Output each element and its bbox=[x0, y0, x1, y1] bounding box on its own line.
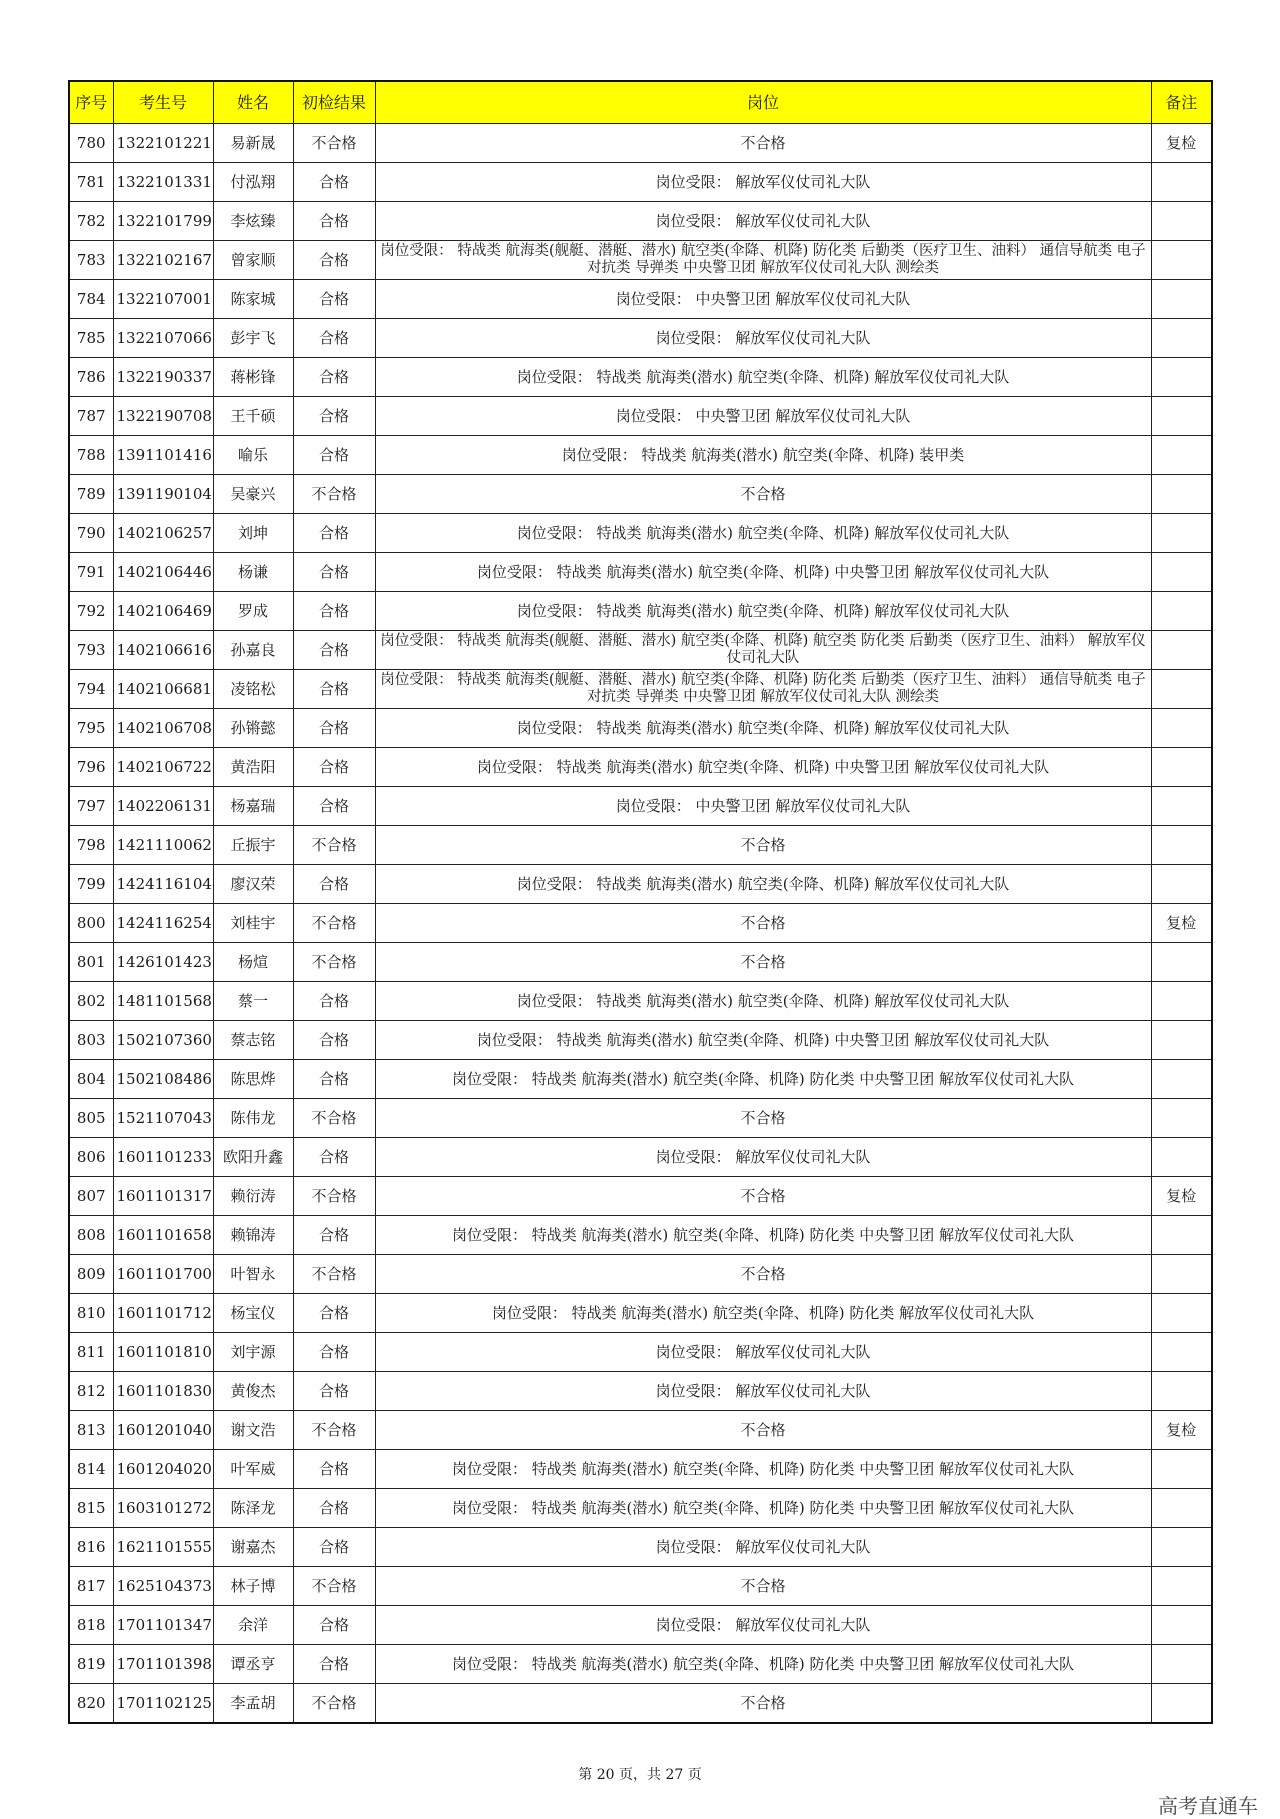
cell-exam-number: 1402106722 bbox=[113, 748, 213, 787]
cell-exam-number: 1402106257 bbox=[113, 514, 213, 553]
cell-initial-result: 合格 bbox=[293, 1372, 375, 1411]
cell-index: 816 bbox=[69, 1528, 113, 1567]
cell-position: 岗位受限： 特战类 航海类(潜水) 航空类(伞降、机降) 中央警卫团 解放军仪仗司礼大队 bbox=[375, 553, 1151, 592]
cell-name: 杨煊 bbox=[213, 943, 293, 982]
cell-index: 789 bbox=[69, 475, 113, 514]
cell-exam-number: 1481101568 bbox=[113, 982, 213, 1021]
cell-remark bbox=[1151, 280, 1212, 319]
cell-exam-number: 1322190708 bbox=[113, 397, 213, 436]
cell-exam-number: 1601101830 bbox=[113, 1372, 213, 1411]
cell-exam-number: 1701101398 bbox=[113, 1645, 213, 1684]
cell-remark bbox=[1151, 631, 1212, 670]
cell-exam-number: 1402106446 bbox=[113, 553, 213, 592]
cell-remark bbox=[1151, 670, 1212, 709]
cell-exam-number: 1625104373 bbox=[113, 1567, 213, 1606]
cell-remark bbox=[1151, 358, 1212, 397]
cell-exam-number: 1421110062 bbox=[113, 826, 213, 865]
table-body bbox=[69, 124, 1212, 1724]
cell-exam-number: 1322101221 bbox=[113, 124, 213, 163]
cell-index: 807 bbox=[69, 1177, 113, 1216]
cell-name: 吴豪兴 bbox=[213, 475, 293, 514]
header-index: 序号 bbox=[69, 81, 113, 124]
cell-index: 784 bbox=[69, 280, 113, 319]
cell-remark bbox=[1151, 1255, 1212, 1294]
cell-initial-result: 不合格 bbox=[293, 124, 375, 163]
cell-remark bbox=[1151, 1528, 1212, 1567]
cell-position: 岗位受限： 解放军仪仗司礼大队 bbox=[375, 319, 1151, 358]
cell-position: 岗位受限： 特战类 航海类(潜水) 航空类(伞降、机降) 防化类 解放军仪仗司礼大队 bbox=[375, 1294, 1151, 1333]
table-row bbox=[69, 163, 1212, 202]
cell-exam-number: 1424116104 bbox=[113, 865, 213, 904]
table-row bbox=[69, 202, 1212, 241]
cell-index: 783 bbox=[69, 241, 113, 280]
table-row bbox=[69, 1450, 1212, 1489]
cell-position: 岗位受限： 特战类 航海类(潜水) 航空类(伞降、机降) 中央警卫团 解放军仪仗司礼大队 bbox=[375, 1021, 1151, 1060]
cell-name: 李孟胡 bbox=[213, 1684, 293, 1724]
cell-initial-result: 合格 bbox=[293, 1450, 375, 1489]
table-row bbox=[69, 1567, 1212, 1606]
table-row bbox=[69, 1099, 1212, 1138]
cell-index: 802 bbox=[69, 982, 113, 1021]
cell-position: 岗位受限： 特战类 航海类(潜水) 航空类(伞降、机降) 解放军仪仗司礼大队 bbox=[375, 358, 1151, 397]
cell-name: 蔡志铭 bbox=[213, 1021, 293, 1060]
cell-index: 800 bbox=[69, 904, 113, 943]
cell-index: 793 bbox=[69, 631, 113, 670]
cell-index: 819 bbox=[69, 1645, 113, 1684]
cell-remark: 复检 bbox=[1151, 1177, 1212, 1216]
table-row bbox=[69, 1684, 1212, 1724]
cell-position: 岗位受限： 特战类 航海类(潜水) 航空类(伞降、机降) 装甲类 bbox=[375, 436, 1151, 475]
cell-exam-number: 1601101233 bbox=[113, 1138, 213, 1177]
cell-exam-number: 1322101331 bbox=[113, 163, 213, 202]
cell-position: 不合格 bbox=[375, 826, 1151, 865]
cell-index: 797 bbox=[69, 787, 113, 826]
table-row bbox=[69, 1333, 1212, 1372]
cell-remark: 复检 bbox=[1151, 1411, 1212, 1450]
table-row bbox=[69, 1294, 1212, 1333]
cell-initial-result: 合格 bbox=[293, 748, 375, 787]
cell-index: 809 bbox=[69, 1255, 113, 1294]
cell-remark: 复检 bbox=[1151, 904, 1212, 943]
cell-position: 不合格 bbox=[375, 1177, 1151, 1216]
cell-remark bbox=[1151, 163, 1212, 202]
table-row bbox=[69, 943, 1212, 982]
cell-remark bbox=[1151, 592, 1212, 631]
cell-index: 794 bbox=[69, 670, 113, 709]
cell-name: 易新晟 bbox=[213, 124, 293, 163]
cell-position: 岗位受限： 特战类 航海类(潜水) 航空类(伞降、机降) 防化类 中央警卫团 解放军仪仗司礼大队 bbox=[375, 1450, 1151, 1489]
table-row bbox=[69, 280, 1212, 319]
cell-exam-number: 1402106681 bbox=[113, 670, 213, 709]
cell-remark bbox=[1151, 1450, 1212, 1489]
table-row bbox=[69, 1177, 1212, 1216]
cell-initial-result: 不合格 bbox=[293, 1684, 375, 1724]
cell-initial-result: 合格 bbox=[293, 163, 375, 202]
cell-initial-result: 合格 bbox=[293, 514, 375, 553]
cell-initial-result: 合格 bbox=[293, 670, 375, 709]
cell-name: 刘坤 bbox=[213, 514, 293, 553]
cell-name: 罗成 bbox=[213, 592, 293, 631]
cell-remark bbox=[1151, 787, 1212, 826]
cell-exam-number: 1601101658 bbox=[113, 1216, 213, 1255]
cell-initial-result: 不合格 bbox=[293, 475, 375, 514]
table-row bbox=[69, 826, 1212, 865]
cell-position: 不合格 bbox=[375, 124, 1151, 163]
table-row bbox=[69, 1528, 1212, 1567]
cell-remark bbox=[1151, 709, 1212, 748]
table-row bbox=[69, 241, 1212, 280]
cell-name: 黄浩阳 bbox=[213, 748, 293, 787]
cell-initial-result: 合格 bbox=[293, 1333, 375, 1372]
cell-exam-number: 1391101416 bbox=[113, 436, 213, 475]
cell-name: 凌铭松 bbox=[213, 670, 293, 709]
cell-initial-result: 合格 bbox=[293, 241, 375, 280]
cell-name: 谢文浩 bbox=[213, 1411, 293, 1450]
cell-remark bbox=[1151, 865, 1212, 904]
cell-remark bbox=[1151, 1684, 1212, 1724]
cell-initial-result: 不合格 bbox=[293, 904, 375, 943]
cell-initial-result: 合格 bbox=[293, 1216, 375, 1255]
cell-index: 796 bbox=[69, 748, 113, 787]
cell-remark bbox=[1151, 1138, 1212, 1177]
cell-remark bbox=[1151, 982, 1212, 1021]
cell-name: 陈家城 bbox=[213, 280, 293, 319]
cell-position: 不合格 bbox=[375, 1567, 1151, 1606]
cell-position: 不合格 bbox=[375, 904, 1151, 943]
header-name: 姓名 bbox=[213, 81, 293, 124]
cell-index: 805 bbox=[69, 1099, 113, 1138]
cell-position: 岗位受限： 解放军仪仗司礼大队 bbox=[375, 1528, 1151, 1567]
cell-exam-number: 1521107043 bbox=[113, 1099, 213, 1138]
table-row bbox=[69, 475, 1212, 514]
cell-remark bbox=[1151, 475, 1212, 514]
cell-name: 廖汉荣 bbox=[213, 865, 293, 904]
cell-initial-result: 合格 bbox=[293, 982, 375, 1021]
cell-name: 余洋 bbox=[213, 1606, 293, 1645]
cell-initial-result: 合格 bbox=[293, 436, 375, 475]
cell-position: 不合格 bbox=[375, 475, 1151, 514]
table-row bbox=[69, 631, 1212, 670]
cell-remark bbox=[1151, 436, 1212, 475]
table-row bbox=[69, 1606, 1212, 1645]
page-number: 第 20 页，共 27 页 bbox=[578, 1767, 702, 1783]
cell-remark bbox=[1151, 748, 1212, 787]
cell-position: 岗位受限： 中央警卫团 解放军仪仗司礼大队 bbox=[375, 787, 1151, 826]
cell-exam-number: 1322107001 bbox=[113, 280, 213, 319]
cell-position: 岗位受限： 特战类 航海类(潜水) 航空类(伞降、机降) 解放军仪仗司礼大队 bbox=[375, 514, 1151, 553]
cell-name: 喻乐 bbox=[213, 436, 293, 475]
cell-index: 785 bbox=[69, 319, 113, 358]
table-row bbox=[69, 397, 1212, 436]
cell-position: 不合格 bbox=[375, 943, 1151, 982]
cell-name: 彭宇飞 bbox=[213, 319, 293, 358]
cell-position: 岗位受限： 特战类 航海类(舰艇、潜艇、潜水) 航空类(伞降、机降) 航空类 防化类 后勤类（医疗卫生、油料） 解放军仪仗司礼大队 bbox=[375, 631, 1151, 670]
cell-name: 杨嘉瑞 bbox=[213, 787, 293, 826]
cell-index: 806 bbox=[69, 1138, 113, 1177]
cell-initial-result: 合格 bbox=[293, 1645, 375, 1684]
cell-initial-result: 合格 bbox=[293, 1138, 375, 1177]
cell-initial-result: 不合格 bbox=[293, 826, 375, 865]
cell-exam-number: 1601101700 bbox=[113, 1255, 213, 1294]
cell-name: 欧阳升鑫 bbox=[213, 1138, 293, 1177]
cell-index: 804 bbox=[69, 1060, 113, 1099]
cell-index: 813 bbox=[69, 1411, 113, 1450]
cell-remark bbox=[1151, 397, 1212, 436]
cell-remark bbox=[1151, 1216, 1212, 1255]
table-row bbox=[69, 1060, 1212, 1099]
cell-initial-result: 合格 bbox=[293, 1606, 375, 1645]
cell-name: 杨谦 bbox=[213, 553, 293, 592]
cell-initial-result: 合格 bbox=[293, 319, 375, 358]
cell-exam-number: 1502108486 bbox=[113, 1060, 213, 1099]
cell-remark bbox=[1151, 1021, 1212, 1060]
cell-index: 820 bbox=[69, 1684, 113, 1724]
cell-index: 780 bbox=[69, 124, 113, 163]
cell-index: 803 bbox=[69, 1021, 113, 1060]
table-row bbox=[69, 1411, 1212, 1450]
cell-name: 赖锦涛 bbox=[213, 1216, 293, 1255]
cell-index: 790 bbox=[69, 514, 113, 553]
cell-index: 792 bbox=[69, 592, 113, 631]
cell-position: 岗位受限： 中央警卫团 解放军仪仗司礼大队 bbox=[375, 280, 1151, 319]
cell-exam-number: 1701102125 bbox=[113, 1684, 213, 1724]
cell-index: 815 bbox=[69, 1489, 113, 1528]
cell-initial-result: 不合格 bbox=[293, 943, 375, 982]
cell-initial-result: 合格 bbox=[293, 1294, 375, 1333]
cell-remark bbox=[1151, 514, 1212, 553]
table-row bbox=[69, 982, 1212, 1021]
cell-position: 岗位受限： 特战类 航海类(潜水) 航空类(伞降、机降) 解放军仪仗司礼大队 bbox=[375, 982, 1151, 1021]
cell-initial-result: 不合格 bbox=[293, 1567, 375, 1606]
cell-index: 791 bbox=[69, 553, 113, 592]
watermark-text: 高考直通车 bbox=[1158, 1794, 1258, 1818]
cell-exam-number: 1391190104 bbox=[113, 475, 213, 514]
cell-exam-number: 1601101810 bbox=[113, 1333, 213, 1372]
cell-index: 788 bbox=[69, 436, 113, 475]
cell-name: 谢嘉杰 bbox=[213, 1528, 293, 1567]
results-table bbox=[68, 80, 1213, 1724]
cell-exam-number: 1322102167 bbox=[113, 241, 213, 280]
table-row bbox=[69, 319, 1212, 358]
cell-remark bbox=[1151, 319, 1212, 358]
cell-exam-number: 1603101272 bbox=[113, 1489, 213, 1528]
table-row bbox=[69, 748, 1212, 787]
cell-position: 不合格 bbox=[375, 1099, 1151, 1138]
cell-index: 781 bbox=[69, 163, 113, 202]
cell-name: 林子博 bbox=[213, 1567, 293, 1606]
cell-position: 岗位受限： 中央警卫团 解放军仪仗司礼大队 bbox=[375, 397, 1151, 436]
table-row bbox=[69, 904, 1212, 943]
cell-index: 795 bbox=[69, 709, 113, 748]
cell-index: 817 bbox=[69, 1567, 113, 1606]
cell-position: 岗位受限： 解放军仪仗司礼大队 bbox=[375, 163, 1151, 202]
cell-initial-result: 合格 bbox=[293, 631, 375, 670]
cell-name: 蒋彬锋 bbox=[213, 358, 293, 397]
cell-remark bbox=[1151, 1489, 1212, 1528]
cell-name: 陈伟龙 bbox=[213, 1099, 293, 1138]
cell-remark: 复检 bbox=[1151, 124, 1212, 163]
cell-name: 陈泽龙 bbox=[213, 1489, 293, 1528]
cell-initial-result: 合格 bbox=[293, 358, 375, 397]
cell-exam-number: 1402206131 bbox=[113, 787, 213, 826]
cell-remark bbox=[1151, 202, 1212, 241]
cell-name: 王千硕 bbox=[213, 397, 293, 436]
cell-name: 赖衍涛 bbox=[213, 1177, 293, 1216]
cell-remark bbox=[1151, 1099, 1212, 1138]
cell-remark bbox=[1151, 1294, 1212, 1333]
cell-exam-number: 1322107066 bbox=[113, 319, 213, 358]
cell-exam-number: 1621101555 bbox=[113, 1528, 213, 1567]
cell-initial-result: 不合格 bbox=[293, 1177, 375, 1216]
cell-remark bbox=[1151, 1645, 1212, 1684]
cell-exam-number: 1322101799 bbox=[113, 202, 213, 241]
header-exam-number: 考生号 bbox=[113, 81, 213, 124]
cell-index: 811 bbox=[69, 1333, 113, 1372]
cell-index: 814 bbox=[69, 1450, 113, 1489]
cell-name: 丘振宇 bbox=[213, 826, 293, 865]
cell-exam-number: 1601201040 bbox=[113, 1411, 213, 1450]
cell-position: 岗位受限： 解放军仪仗司礼大队 bbox=[375, 202, 1151, 241]
cell-position: 不合格 bbox=[375, 1684, 1151, 1724]
cell-remark bbox=[1151, 553, 1212, 592]
header-initial-result: 初检结果 bbox=[293, 81, 375, 124]
cell-initial-result: 合格 bbox=[293, 709, 375, 748]
cell-initial-result: 合格 bbox=[293, 1060, 375, 1099]
table-row bbox=[69, 436, 1212, 475]
cell-initial-result: 不合格 bbox=[293, 1099, 375, 1138]
cell-position: 岗位受限： 特战类 航海类(潜水) 航空类(伞降、机降) 解放军仪仗司礼大队 bbox=[375, 709, 1151, 748]
cell-initial-result: 合格 bbox=[293, 1489, 375, 1528]
cell-position: 岗位受限： 特战类 航海类(潜水) 航空类(伞降、机降) 解放军仪仗司礼大队 bbox=[375, 592, 1151, 631]
cell-index: 782 bbox=[69, 202, 113, 241]
cell-index: 818 bbox=[69, 1606, 113, 1645]
table-row bbox=[69, 1372, 1212, 1411]
cell-remark bbox=[1151, 1606, 1212, 1645]
cell-remark bbox=[1151, 1060, 1212, 1099]
cell-initial-result: 合格 bbox=[293, 1021, 375, 1060]
cell-name: 陈思烨 bbox=[213, 1060, 293, 1099]
table-row bbox=[69, 1645, 1212, 1684]
cell-position: 岗位受限： 解放军仪仗司礼大队 bbox=[375, 1606, 1151, 1645]
table-row bbox=[69, 865, 1212, 904]
cell-initial-result: 合格 bbox=[293, 280, 375, 319]
cell-initial-result: 合格 bbox=[293, 865, 375, 904]
cell-exam-number: 1502107360 bbox=[113, 1021, 213, 1060]
table-row bbox=[69, 787, 1212, 826]
cell-initial-result: 不合格 bbox=[293, 1255, 375, 1294]
cell-index: 799 bbox=[69, 865, 113, 904]
cell-index: 798 bbox=[69, 826, 113, 865]
cell-exam-number: 1701101347 bbox=[113, 1606, 213, 1645]
cell-index: 786 bbox=[69, 358, 113, 397]
cell-exam-number: 1322190337 bbox=[113, 358, 213, 397]
cell-position: 岗位受限： 解放军仪仗司礼大队 bbox=[375, 1333, 1151, 1372]
cell-exam-number: 1402106469 bbox=[113, 592, 213, 631]
cell-position: 岗位受限： 特战类 航海类(潜水) 航空类(伞降、机降) 中央警卫团 解放军仪仗司礼大队 bbox=[375, 748, 1151, 787]
table-row bbox=[69, 1216, 1212, 1255]
cell-position: 岗位受限： 特战类 航海类(舰艇、潜艇、潜水) 航空类(伞降、机降) 防化类 后勤类（医疗卫生、油料） 通信导航类 电子对抗类 导弹类 中央警卫团 解放军仪仗司礼大队 测绘类 bbox=[375, 670, 1151, 709]
cell-exam-number: 1424116254 bbox=[113, 904, 213, 943]
header-position: 岗位 bbox=[375, 81, 1151, 124]
table-row bbox=[69, 1255, 1212, 1294]
cell-remark bbox=[1151, 943, 1212, 982]
cell-position: 不合格 bbox=[375, 1255, 1151, 1294]
cell-name: 刘宇源 bbox=[213, 1333, 293, 1372]
cell-remark bbox=[1151, 1372, 1212, 1411]
cell-name: 李炫臻 bbox=[213, 202, 293, 241]
table-row bbox=[69, 514, 1212, 553]
cell-position: 岗位受限： 解放军仪仗司礼大队 bbox=[375, 1138, 1151, 1177]
cell-exam-number: 1426101423 bbox=[113, 943, 213, 982]
cell-position: 岗位受限： 特战类 航海类(舰艇、潜艇、潜水) 航空类(伞降、机降) 防化类 后勤类（医疗卫生、油料） 通信导航类 电子对抗类 导弹类 中央警卫团 解放军仪仗司礼大队 测绘类 bbox=[375, 241, 1151, 280]
cell-initial-result: 合格 bbox=[293, 397, 375, 436]
cell-initial-result: 合格 bbox=[293, 1528, 375, 1567]
cell-name: 叶军威 bbox=[213, 1450, 293, 1489]
cell-exam-number: 1601204020 bbox=[113, 1450, 213, 1489]
cell-name: 孙锵懿 bbox=[213, 709, 293, 748]
cell-position: 岗位受限： 特战类 航海类(潜水) 航空类(伞降、机降) 防化类 中央警卫团 解放军仪仗司礼大队 bbox=[375, 1645, 1151, 1684]
cell-index: 812 bbox=[69, 1372, 113, 1411]
cell-remark bbox=[1151, 241, 1212, 280]
cell-name: 杨宝仪 bbox=[213, 1294, 293, 1333]
cell-initial-result: 合格 bbox=[293, 787, 375, 826]
cell-name: 黄俊杰 bbox=[213, 1372, 293, 1411]
cell-name: 刘桂宇 bbox=[213, 904, 293, 943]
cell-remark bbox=[1151, 1567, 1212, 1606]
cell-exam-number: 1601101712 bbox=[113, 1294, 213, 1333]
cell-initial-result: 合格 bbox=[293, 202, 375, 241]
cell-index: 787 bbox=[69, 397, 113, 436]
table-row bbox=[69, 1489, 1212, 1528]
cell-index: 808 bbox=[69, 1216, 113, 1255]
cell-initial-result: 合格 bbox=[293, 553, 375, 592]
table-row bbox=[69, 592, 1212, 631]
cell-position: 岗位受限： 特战类 航海类(潜水) 航空类(伞降、机降) 防化类 中央警卫团 解放军仪仗司礼大队 bbox=[375, 1060, 1151, 1099]
cell-position: 岗位受限： 特战类 航海类(潜水) 航空类(伞降、机降) 防化类 中央警卫团 解放军仪仗司礼大队 bbox=[375, 1489, 1151, 1528]
header-remark: 备注 bbox=[1151, 81, 1212, 124]
table-row bbox=[69, 358, 1212, 397]
table-row bbox=[69, 670, 1212, 709]
table-row bbox=[69, 709, 1212, 748]
cell-position: 岗位受限： 解放军仪仗司礼大队 bbox=[375, 1372, 1151, 1411]
cell-remark bbox=[1151, 1333, 1212, 1372]
cell-initial-result: 合格 bbox=[293, 592, 375, 631]
cell-name: 曾家顺 bbox=[213, 241, 293, 280]
cell-name: 叶智永 bbox=[213, 1255, 293, 1294]
cell-remark bbox=[1151, 826, 1212, 865]
cell-name: 付泓翔 bbox=[213, 163, 293, 202]
cell-position: 岗位受限： 特战类 航海类(潜水) 航空类(伞降、机降) 解放军仪仗司礼大队 bbox=[375, 865, 1151, 904]
cell-exam-number: 1601101317 bbox=[113, 1177, 213, 1216]
table-row bbox=[69, 1021, 1212, 1060]
cell-index: 801 bbox=[69, 943, 113, 982]
table-header-row bbox=[69, 81, 1212, 124]
cell-name: 谭丞亨 bbox=[213, 1645, 293, 1684]
cell-exam-number: 1402106616 bbox=[113, 631, 213, 670]
cell-index: 810 bbox=[69, 1294, 113, 1333]
cell-exam-number: 1402106708 bbox=[113, 709, 213, 748]
table-row bbox=[69, 1138, 1212, 1177]
table-row bbox=[69, 124, 1212, 163]
cell-name: 孙嘉良 bbox=[213, 631, 293, 670]
cell-position: 不合格 bbox=[375, 1411, 1151, 1450]
cell-name: 蔡一 bbox=[213, 982, 293, 1021]
cell-initial-result: 不合格 bbox=[293, 1411, 375, 1450]
cell-position: 岗位受限： 特战类 航海类(潜水) 航空类(伞降、机降) 防化类 中央警卫团 解放军仪仗司礼大队 bbox=[375, 1216, 1151, 1255]
table-row bbox=[69, 553, 1212, 592]
